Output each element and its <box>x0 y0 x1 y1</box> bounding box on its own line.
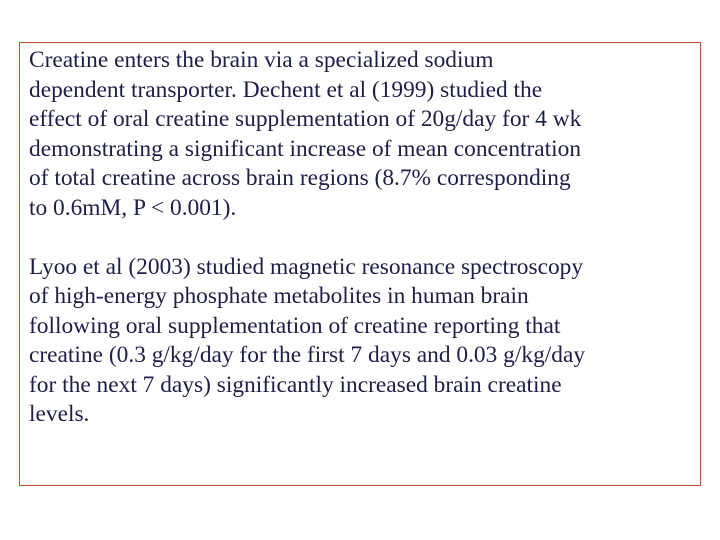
text-line: effect of oral creatine supplementation of 20g/day for 4 wk <box>29 106 582 132</box>
text-line: Creatine enters the brain via a specialized sodium <box>29 47 494 73</box>
text-line: creatine (0.3 g/kg/day for the first 7 days and 0.03 g/kg/day <box>29 342 586 368</box>
text-line: dependent transporter. Dechent et al (1999) studied the <box>29 76 543 103</box>
text-line: Lyoo et al (2003) studied magnetic resonance spectroscopy <box>29 253 584 280</box>
text-box <box>19 42 701 486</box>
text-line: of total creatine across brain regions (8.7% corresponding <box>29 165 571 191</box>
text-line: demonstrating a significant increase of mean concentration <box>29 135 582 162</box>
text-line: of high-energy phosphate metabolites in human brain <box>29 283 529 309</box>
paragraph-dechent <box>29 46 700 223</box>
paragraph-lyoo <box>29 253 700 430</box>
text-line: to 0.6mM, P < 0.001). <box>29 194 237 221</box>
text-line: levels. <box>29 401 90 427</box>
text-line: following oral supplementation of creatine reporting that <box>29 312 561 339</box>
paragraph-spacer <box>29 223 700 253</box>
text-line: for the next 7 days) significantly increased brain creatine <box>29 371 562 398</box>
